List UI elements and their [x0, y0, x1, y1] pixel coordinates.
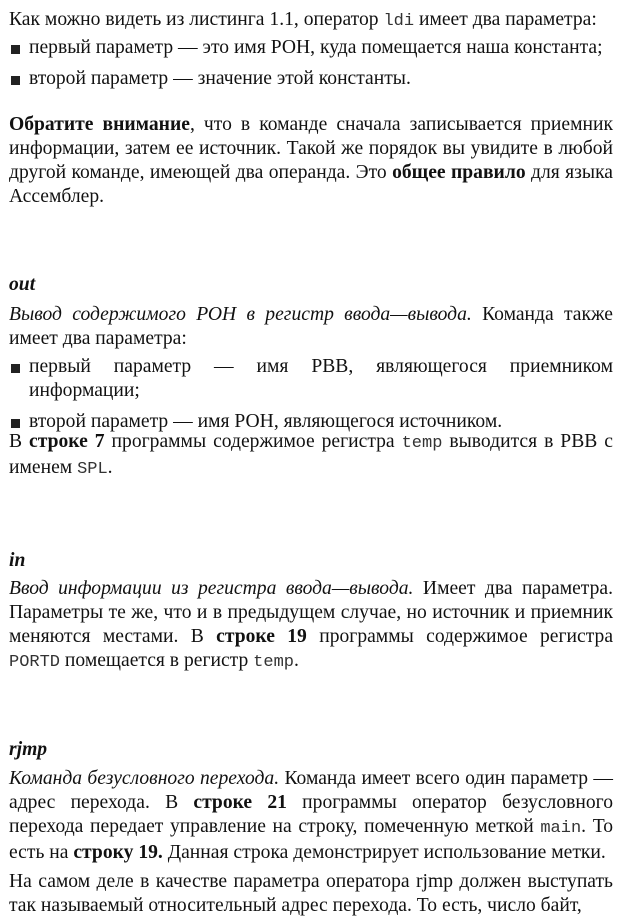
line-ref-bold: строке 7 [29, 431, 105, 452]
text: помещается в регистр [60, 650, 254, 671]
note-text: , что в команде сначала записывается приемник информации, затем ее источник. Такой же порядок вы увидите в любой другой команде, имеющей два операнда. Это [9, 114, 613, 183]
out-desc-rest: Команда также имеет два параметра: [9, 304, 614, 349]
intro-text-end: имеет два параметра: [414, 9, 597, 30]
list-item: второй параметр — значение этой константы. [9, 67, 613, 91]
text: Данная строка демонстрирует использование метки. [162, 842, 606, 863]
note-paragraph [9, 113, 613, 209]
text: . [107, 457, 113, 478]
text: . [293, 650, 299, 671]
list-item: первый параметр — имя РВВ, являющегося приемником информации; [9, 355, 613, 403]
out-description [9, 303, 613, 351]
in-desc-italic: Ввод информации из регистра ввода—вывода. [9, 578, 414, 599]
in-paragraph [9, 577, 613, 675]
out-paragraph [9, 430, 613, 482]
out-bullet-list [9, 355, 613, 434]
rjmp-desc-italic: Команда безусловного перехода. [9, 768, 280, 789]
code-temp: temp [253, 653, 294, 672]
out-desc-italic: Вывод содержимого РОН в регистр ввода—вывода. [9, 304, 472, 325]
text: программы содержимое регистра [104, 431, 402, 452]
line-ref-bold: строку 19. [73, 842, 163, 863]
heading-rjmp: rjmp [9, 739, 48, 760]
text: В [9, 431, 30, 452]
list-item: второй параметр — имя РОН, являющегося источником. [9, 410, 613, 434]
code-spl: SPL [77, 460, 108, 479]
code-ldi: ldi [383, 12, 415, 31]
rjmp-paragraph [9, 767, 613, 865]
code-temp: temp [401, 434, 443, 453]
rjmp-desc-rest: Команда имеет всего один параметр — адрес перехода. В [9, 768, 613, 813]
in-desc-rest: Имеет два параметра. Параметры те же, что и в предыдущем случае, но источник и приемник меняются местами. В [9, 578, 613, 647]
rjmp-paragraph-2: На самом деле в качестве параметра оператора rjmp должен выступать так называемый относительный адрес перехода. То есть, число байт, [9, 871, 613, 916]
rule-bold: общее правило [392, 162, 526, 183]
intro-bullet-list [9, 36, 613, 91]
text: программы содержимое регистра [306, 626, 614, 647]
heading-in: in [9, 550, 26, 571]
line-ref-bold: строке 19 [216, 626, 307, 647]
text: выводится в РВВ с именем [9, 431, 614, 478]
heading-out: out [9, 274, 36, 295]
list-item: первый параметр — это имя РОН, куда помещается наша константа; [9, 36, 613, 60]
intro-paragraph [9, 8, 613, 34]
code-portd: PORTD [9, 653, 61, 672]
text: программы оператор безусловного перехода передает управление на строку, помеченную меткой [9, 792, 613, 837]
note-bold: Обратите внимание [9, 114, 190, 135]
line-ref-bold: строке 21 [193, 792, 287, 813]
code-main: main [540, 819, 582, 838]
intro-text: Как можно видеть из листинга 1.1, оператор [9, 9, 384, 30]
note-tail: для языка Ассемблер. [9, 162, 613, 207]
text: . То есть на [9, 816, 613, 863]
